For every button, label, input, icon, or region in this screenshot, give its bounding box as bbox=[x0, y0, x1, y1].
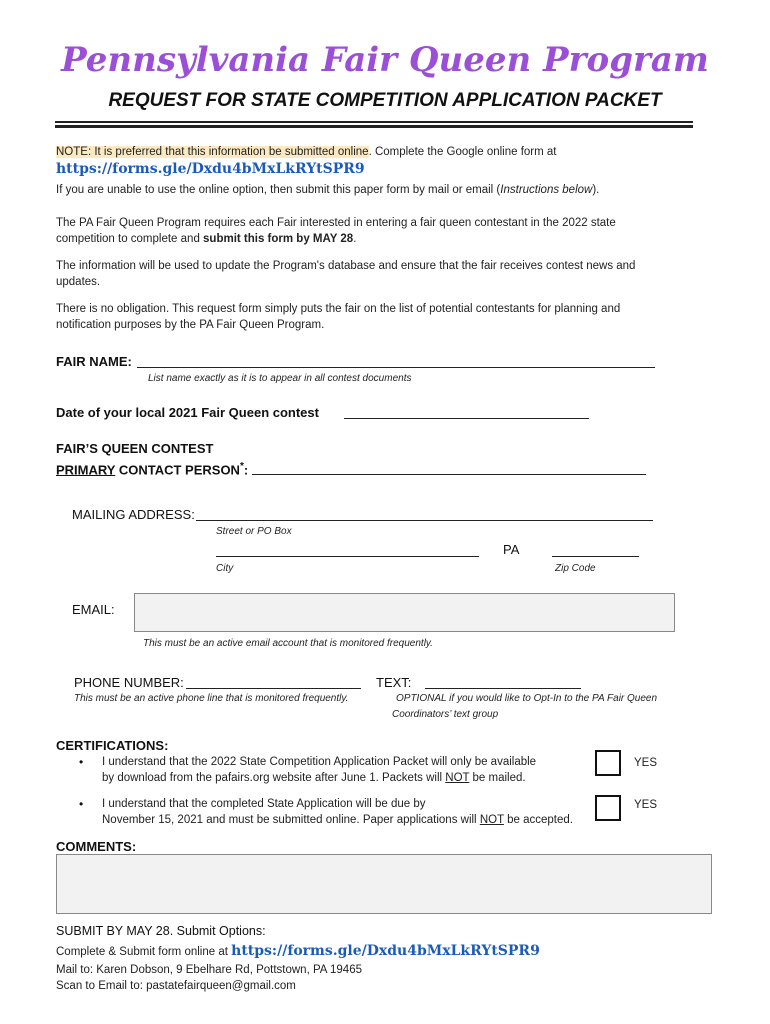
certification-item bbox=[102, 754, 536, 786]
submit-email: Scan to Email to: pastatefairqueen@gmail.com bbox=[56, 980, 296, 992]
zip-hint: Zip Code bbox=[555, 563, 596, 574]
certification-item bbox=[102, 796, 573, 828]
contact-colon: : bbox=[243, 462, 249, 478]
mailing-label: MAILING ADDRESS: bbox=[72, 507, 195, 522]
bullet-icon: • bbox=[79, 755, 84, 769]
paragraph-2 bbox=[56, 258, 635, 290]
yes-checkbox[interactable] bbox=[595, 795, 621, 821]
unable-italic: Instructions below bbox=[500, 184, 593, 196]
fair-name-hint: List name exactly as it is to appear in all contest documents bbox=[148, 373, 412, 384]
phone-hint: This must be an active phone line that is monitored frequently. bbox=[74, 693, 349, 704]
yes-label: YES bbox=[634, 799, 658, 811]
date-label: Date of your local 2021 Fair Queen contest bbox=[56, 405, 319, 420]
cert1-not: NOT bbox=[445, 772, 470, 784]
text-hint-1: OPTIONAL if you would like to Opt-In to the PA Fair Queen bbox=[396, 693, 658, 704]
city-hint: City bbox=[216, 563, 234, 574]
para2-line2: updates. bbox=[56, 276, 101, 288]
cert2-text: November 15, 2021 and must be submitted online. Paper applications will bbox=[102, 814, 480, 826]
unable-end: ). bbox=[592, 184, 600, 196]
unable-text: If you are unable to use the online option, then submit this paper form by mail or email ( bbox=[56, 184, 501, 196]
contact-label bbox=[56, 461, 248, 477]
para2-line1: The information will be used to update the Program's database and ensure that the fair receives contest news and bbox=[56, 260, 636, 272]
comments-heading: COMMENTS: bbox=[56, 839, 137, 854]
phone-label: PHONE NUMBER: bbox=[74, 675, 184, 690]
cert1-end: be mailed. bbox=[469, 772, 526, 784]
certifications-heading: CERTIFICATIONS: bbox=[56, 738, 169, 753]
para3-line2: notification purposes by the PA Fair Queen Program. bbox=[56, 319, 325, 331]
primary-underlined: PRIMARY bbox=[56, 462, 116, 478]
para1-line1: The PA Fair Queen Program requires each Fair interested in entering a fair queen contestant in the 2022 state bbox=[56, 217, 616, 229]
cert2-line1: I understand that the completed State Application will be due by bbox=[102, 798, 426, 810]
submit-mail: Mail to: Karen Dobson, 9 Ebelhare Rd, Pottstown, PA 19465 bbox=[56, 964, 362, 976]
date-field[interactable] bbox=[344, 406, 589, 419]
cert1-line2 bbox=[102, 770, 536, 786]
para1-end: . bbox=[353, 233, 357, 245]
city-field[interactable] bbox=[216, 544, 479, 557]
state-value: PA bbox=[503, 542, 520, 557]
email-hint: This must be an active email account that is monitored frequently. bbox=[143, 638, 433, 649]
zip-field[interactable] bbox=[552, 544, 639, 557]
text-hint-2: Coordinators’ text group bbox=[392, 709, 499, 720]
asterisk: * bbox=[239, 461, 244, 472]
yes-checkbox[interactable] bbox=[595, 750, 621, 776]
submit-online-prefix: Complete & Submit form online at bbox=[56, 946, 232, 958]
para1-line2 bbox=[56, 231, 616, 247]
cert2-end: be accepted. bbox=[503, 814, 573, 826]
street-hint: Street or PO Box bbox=[216, 526, 292, 537]
program-title: Pennsylvania Fair Queen Program bbox=[61, 40, 709, 80]
divider bbox=[55, 125, 693, 128]
contact-field[interactable] bbox=[252, 462, 646, 475]
text-field[interactable] bbox=[425, 676, 581, 689]
page-subtitle: REQUEST FOR STATE COMPETITION APPLICATION PACKET bbox=[108, 90, 662, 111]
note-highlight: NOTE: It is preferred that this information be submitted online bbox=[56, 146, 369, 158]
note-line bbox=[56, 144, 557, 160]
form-link[interactable]: https://forms.gle/Dxdu4bMxLkRYtSPR9 bbox=[56, 161, 365, 177]
comments-field[interactable] bbox=[56, 854, 712, 914]
paragraph-1 bbox=[56, 215, 616, 247]
submit-form-link[interactable]: https://forms.gle/Dxdu4bMxLkRYtSPR9 bbox=[231, 943, 540, 959]
cert2-line2 bbox=[102, 812, 573, 828]
cert1-text: by download from the pafairs.org website after June 1. Packets will bbox=[102, 772, 446, 784]
para1-text: competition to complete and bbox=[56, 233, 204, 245]
contact-text: CONTACT PERSON bbox=[115, 462, 240, 478]
fair-name-field[interactable] bbox=[137, 355, 655, 368]
email-field[interactable] bbox=[134, 593, 675, 632]
para3-line1: There is no obligation. This request form simply puts the fair on the list of potential contestants for planning and bbox=[56, 303, 621, 315]
contest-label: FAIR’S QUEEN CONTEST bbox=[56, 441, 214, 456]
street-field[interactable] bbox=[196, 508, 653, 521]
phone-field[interactable] bbox=[186, 676, 361, 689]
para1-bold: submit this form by MAY 28 bbox=[203, 233, 354, 245]
email-label: EMAIL: bbox=[72, 602, 115, 617]
text-label: TEXT: bbox=[376, 675, 412, 690]
bullet-icon: • bbox=[79, 797, 84, 811]
cert1-line1: I understand that the 2022 State Competition Application Packet will only be available bbox=[102, 756, 537, 768]
fair-name-label: FAIR NAME: bbox=[56, 354, 132, 369]
divider bbox=[55, 121, 693, 123]
yes-label: YES bbox=[634, 757, 658, 769]
cert2-not: NOT bbox=[479, 814, 504, 826]
unable-line bbox=[56, 182, 599, 198]
paragraph-3 bbox=[56, 301, 620, 333]
note-rest: . Complete the Google online form at bbox=[368, 146, 557, 158]
submit-online bbox=[56, 943, 540, 960]
submit-heading: SUBMIT BY MAY 28. Submit Options: bbox=[56, 924, 266, 938]
